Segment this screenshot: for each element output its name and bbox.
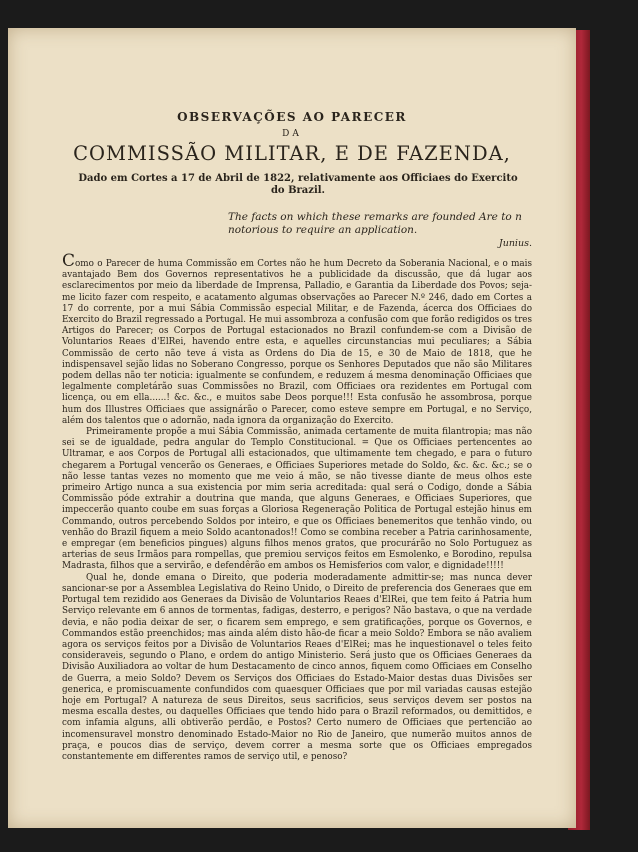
paragraph-2: Primeiramente propõe a mui Sábia Commissão, animada certamente de muita filantropia; mas não sei se de igualdade, pedra angular do Templo Constitucional. = Que os Officiaes pertencentes ao Ultramar, e aos Corpos de Portugal alli estacionados, que ultimamente tem chegado, e para o futuro chegarem a Portugal vencerão os Generaes, e Officiaes Superiores metade do Soldo, &c. &c. &c.; se o não lesse tantas vezes no momento que me veio á mão, se não tivesse diante de meus olhos este primeiro Artigo nunca a sua existencia por mim seria acreditada: qual será o Codigo, donde a Sábia Commissão póde extrahir a doutrina que manda, que alguns Generaes, e Officiaes Superiores, que impeccerão quanto coube em suas forças a Gloriosa Regeneração Politica de Portugal estejão hinus em Commando, outros percebendo Soldos por inteiro, e que os Officiaes benemeritos que tenhão vindo, ou venhão do Brazil fiquem a meio Soldo acantonados!! Como se combina receber a Patria carinhosamente, e empregar (em beneficios pingues) alguns filhos menos gratos, que procurárão no Solo Portuguez as arterias de seus Irmãos para rompellas, que premiou serviços feitos em Esmolenko, e Borodino, repulsa Madrasta, filhos que a servirão, e defendêrão em ambos os Hemisferios com valor, e dignidade!!!!!: [62, 427, 532, 572]
document-page: [8, 28, 576, 828]
paragraph-3: Qual he, donde emana o Direito, que poderia moderadamente admittir-se; mas nunca dever sancionar-se por a Assemblea Legislativa do Reino Unido, o Direito de preferencia dos Generaes que em Portugal tem rezidido aos Generaes da Divisão de Voluntarios Reaes d'ElRei, que tem feito á Patria hum Serviço relevante em 6 annos de tormentas, fadigas, desterro, e perigos? Não bastava, o que na verdade devia, e não podia deixar de ser, o ficarem sem emprego, e sem gratificações, porque os Governos, e Commandos estão preenchidos; mas ainda além disto hão-de ficar a meio Soldo? Embora se não avaliem agora os serviços feitos por a Divisão de Voluntarios Reaes d'ElRei; mas he inquestionavel o teles feito consideraveis, segundo o Plano, e ordem do antigo Ministerio. Será justo que os Officiaes Generaes da Divisão Auxiliadora ao voltar de hum Destacamento de cinco annos, fiquem como Officiaes em Conselho de Guerra, a meio Soldo? Devem os Serviços dos Officiaes do Estado-Maior destas duas Divisões ser generica, e promiscuamente confundidos com quaesquer Officiaes que por mil variadas causas estejão hoje em Portugal? A natureza de seus Direitos, seus sacrificios, seus serviços devem ser postos na mesma escalla destes, ou daquelles Officiaes que tendo hido para o Brazil reformados, ou demittidos, e com infamia alguns, alli obtiverão perdão, e Postos? Certo numero de Officiaes que pertencião ao incomensuravel monstro denominado Estado-Maior no Rio de Janeiro, que numerão muitos annos de praça, e poucos dias de serviço, devem correr a mesma sorte que os Officiaes empregados constantemente em differentes ramos de serviço util, e penoso?: [62, 572, 532, 762]
subtitle: Dado em Cortes a 17 de Abril de 1822, relativamente aos Officiaes do Exercito do Brazil.: [78, 173, 518, 196]
heading-line-2: DA: [282, 129, 302, 139]
heading-line-1: OBSERVAÇÕES AO PARECER: [177, 110, 407, 124]
epigraph: The facts on which these remarks are founded Are to n notorious to require an application.: [228, 211, 522, 236]
body-text: [62, 251, 532, 763]
paragraph-1: Como o Parecer de huma Commissão em Cortes não he hum Decreto da Soberania Nacional, e o mais avantajado Bem dos Governos representativos he a publicidade da discussão, que dá lugar aos esclarecimentos por meio da liberdade de Imprensa, Palladio, e Garantia da Liberdade dos Povos; seja-me licito fazer com respeito, e acatamento algumas observações ao Parecer N.º 246, dado em Cortes a 17 do corrente, por a mui Sábia Commissão especial Militar, e de Fazenda, ácerca dos Officiaes do Exercito do Brazil regressado a Portugal. He mui assombroza a confusão com que forão redigidos os tres Artigos do Parecer; os Corpos de Portugal estacionados no Brazil confundem-se com a Divisão de Voluntarios Reaes d'ElRei, havendo entre esta, e aquelles circunstancias mui peculiares; a Sábia Commissão de certo não teve á vista as Ordens do Dia de 15, e 30 de Maio de 1818, que he indispensavel sejão lidas no Soberano Congresso, porque os Senhores Deputados que não são Militares podem dellas não ter noticia: igualmente se confundem, e reduzem á mesma denominação Officiaes que legalmente completárão suas Commissões no Brazil, com Officiaes ora rezidentes em Portugal com licença, ou em ella......! &c. &c., e muitos sabe Deos porque!!! Esta confusão he assombrosa, porque hum dos Illustres Officiaes que assignárão o Parecer, como esteve sempre em Portugal, e no Serviço, além dos talentos que o adornão, nada ignora da organização do Exercito.: [62, 251, 532, 426]
epigraph-author: Junius.: [498, 238, 532, 249]
heading-line-3: COMMISSÃO MILITAR, E DE FAZENDA,: [73, 142, 511, 165]
